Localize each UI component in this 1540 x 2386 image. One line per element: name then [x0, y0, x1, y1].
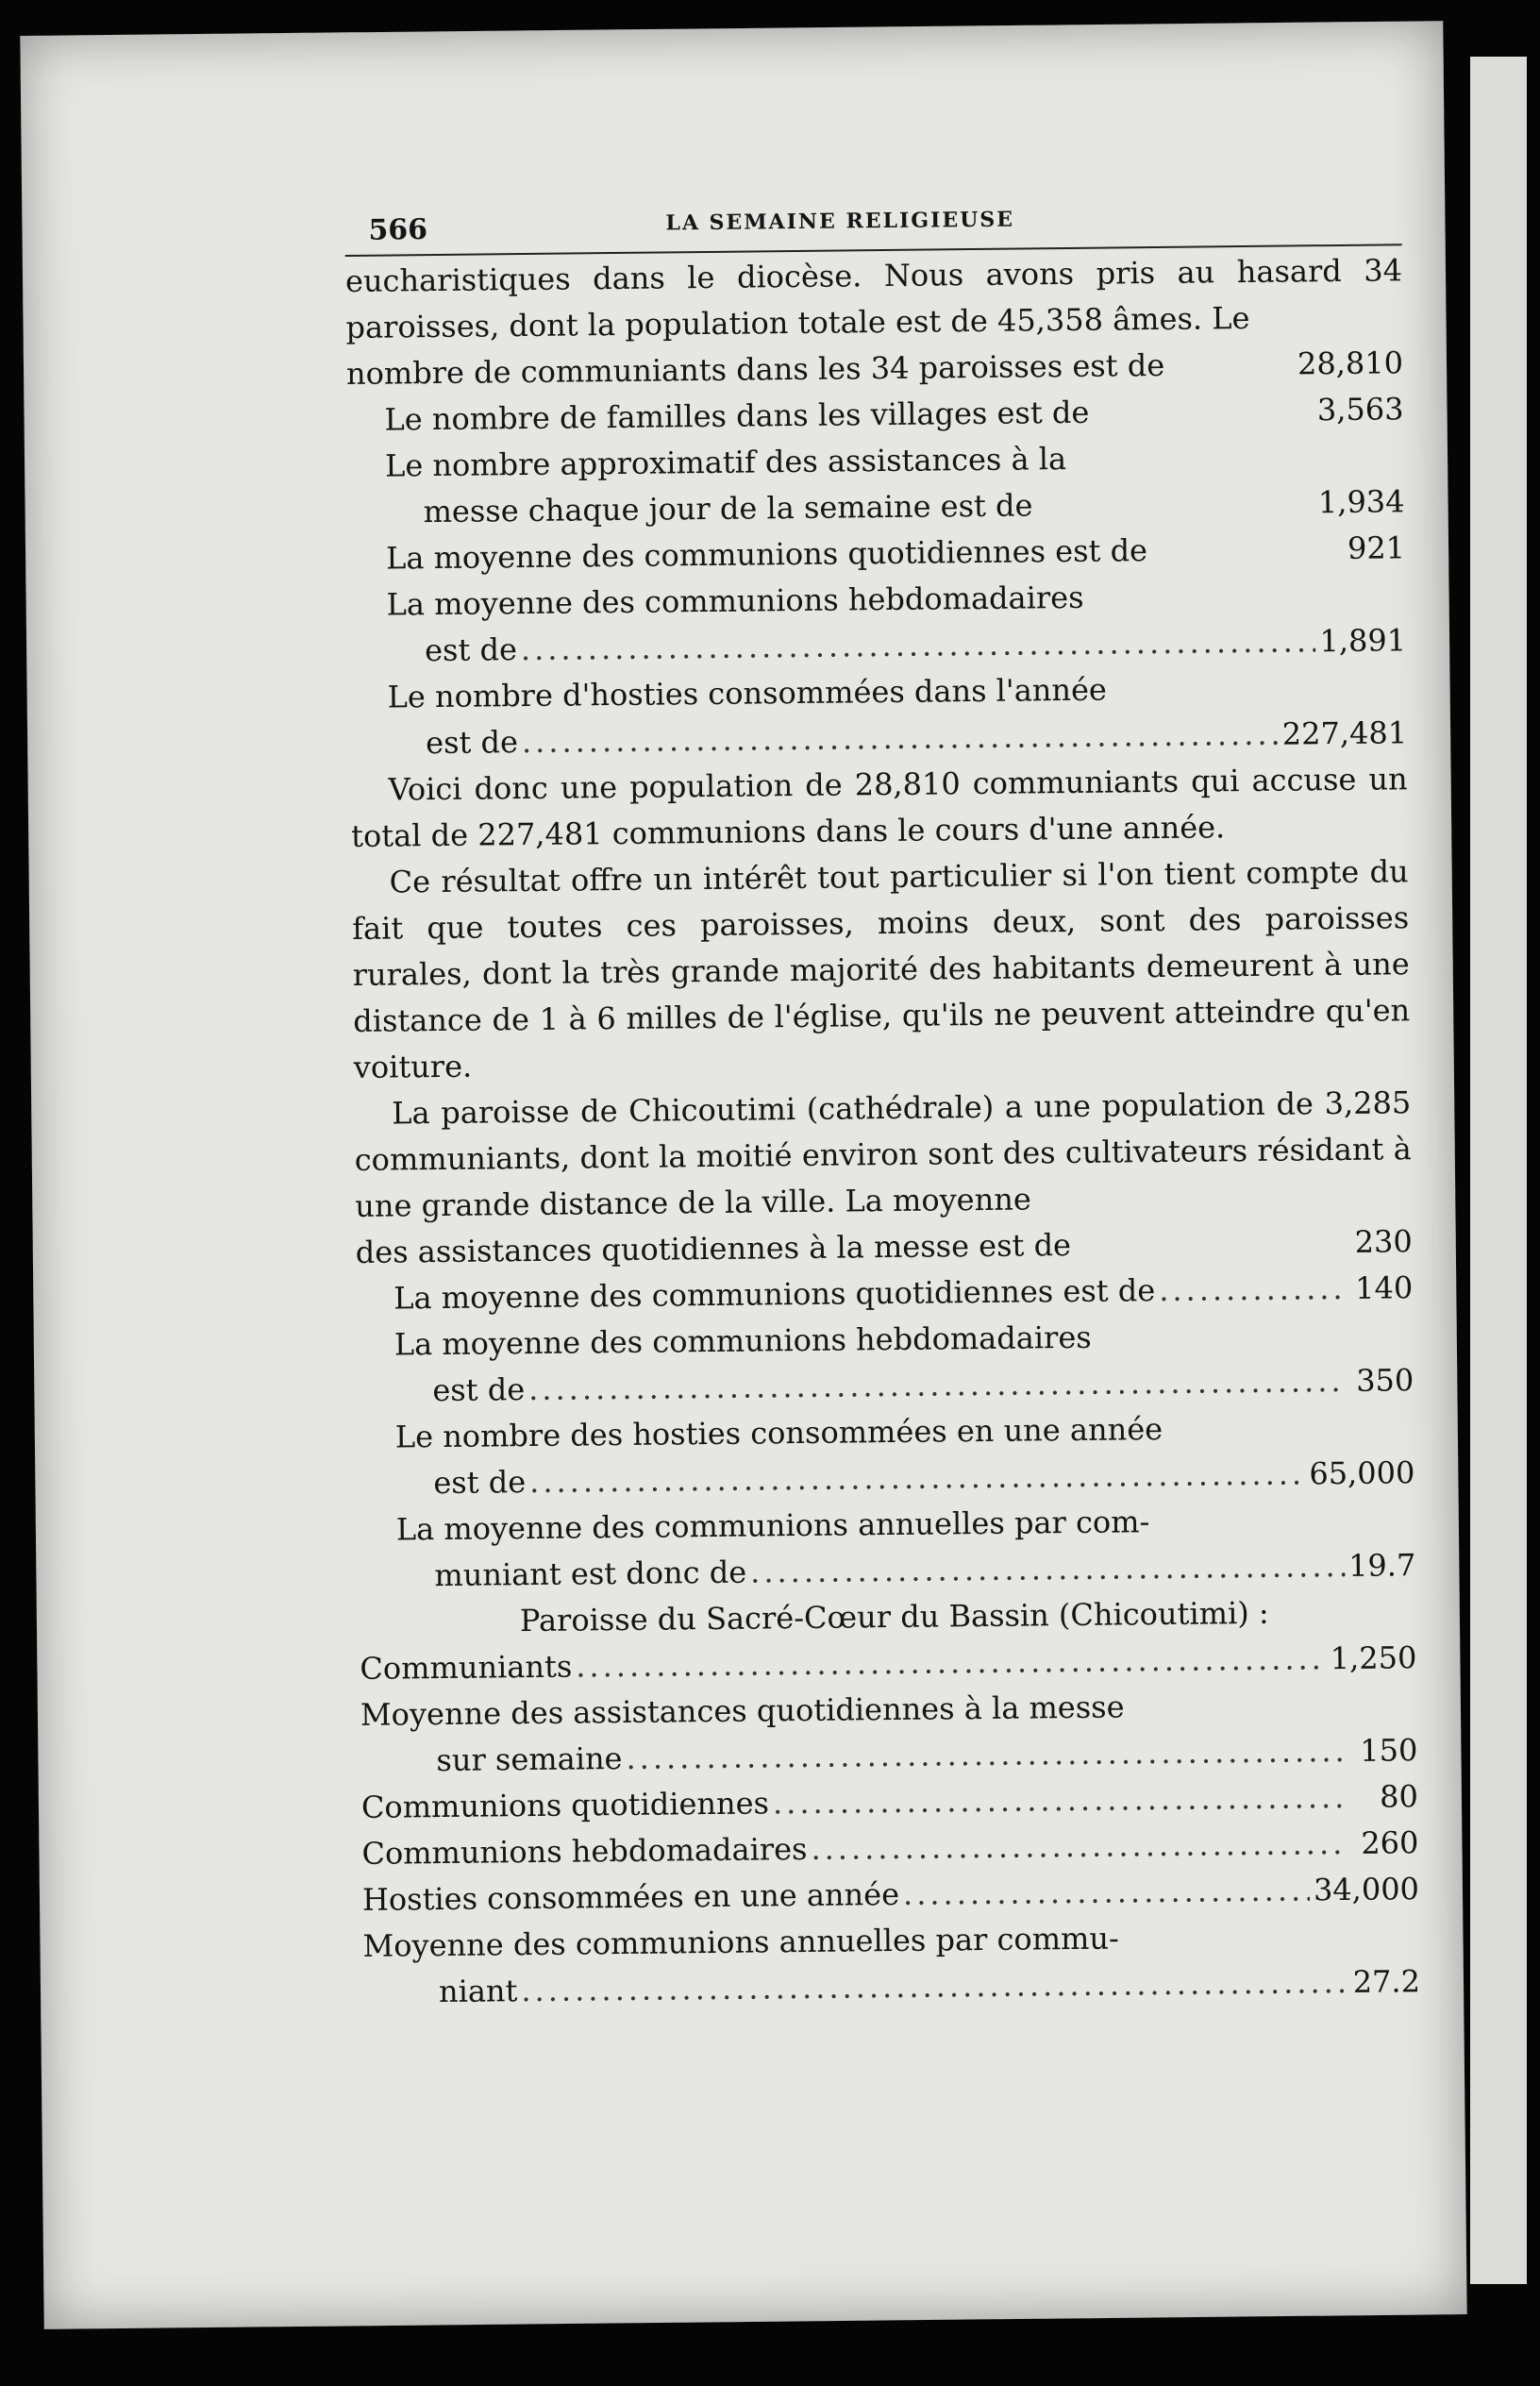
dot-leader	[1153, 1530, 1346, 1532]
dot-leader	[1151, 559, 1335, 561]
parish-subheading: Paroisse du Sacré-Cœur du Bassin (Chicoutimi) :	[519, 1594, 1269, 1639]
stat-value: 227,481	[1281, 714, 1408, 752]
stat-value: 1,934	[1317, 483, 1405, 521]
stat-label: Moyenne des communions annuelles par commu-	[362, 1920, 1120, 1964]
stat-label: est de	[425, 724, 519, 762]
dot-leader	[750, 1543, 1345, 1596]
dot-leader	[1166, 1437, 1345, 1439]
stat-label: La moyenne des communions quotidiennes est de	[393, 1272, 1156, 1317]
statistics-list-diocese	[346, 340, 1408, 767]
stat-label: Le nombre approximatif des assistances à la	[384, 441, 1067, 484]
dot-leader	[1096, 1345, 1344, 1348]
page-text	[344, 177, 1420, 2016]
stat-value: 230	[1354, 1223, 1413, 1260]
dot-leader	[903, 1867, 1310, 1918]
stat-value: 350	[1356, 1362, 1414, 1399]
stat-label: Le nombre des hosties consommées en une année	[394, 1410, 1163, 1455]
dot-leader	[1168, 374, 1294, 375]
stat-value: 34,000	[1313, 1871, 1420, 1908]
stat-label: La moyenne des communions hebdomadaires	[393, 1319, 1092, 1363]
stat-label: nombre de communiants dans les 34 paroisses est de	[345, 346, 1165, 392]
stat-label: La moyenne des communions quotidiennes est de	[385, 532, 1148, 577]
stat-label: Communions hebdomadaires	[361, 1830, 808, 1872]
paragraph-3: Ce résultat offre un intérêt tout particulier si l'on tient compte du fait que toutes ces paroisses, moins deux, sont des paroisses rurales, dont la très grande majorité des habitants demeurent à une distance de 1 à 6 milles de l'église, qu'ils ne peuvent atteindre qu'en voiture.	[352, 853, 1411, 1085]
running-title: LA SEMAINE RELIGIEUSE	[665, 207, 1015, 236]
stat-value: 260	[1361, 1824, 1419, 1861]
stat-value: 28,810	[1297, 344, 1404, 382]
stat-value: 1,891	[1319, 622, 1407, 660]
stat-label: est de	[424, 631, 518, 669]
dot-leader	[1129, 1715, 1348, 1717]
statistics-list-chicoutimi	[356, 1218, 1416, 1600]
dot-leader	[521, 618, 1316, 673]
stat-value	[1349, 1529, 1415, 1530]
dot-leader	[1159, 1266, 1344, 1314]
stat-value: 150	[1360, 1732, 1418, 1769]
paragraph-2: Voici donc une population de 28,810 communiants qui accuse un total de 227,481 communions dans le cours d'une année.	[350, 761, 1408, 854]
stat-value: 1,250	[1330, 1639, 1417, 1677]
dot-leader	[1123, 1946, 1350, 1949]
stat-label: des assistances quotidiennes à la messe est de	[355, 1226, 1072, 1270]
stat-value	[1354, 1945, 1420, 1946]
stat-label: messe chaque jour de la semaine est de	[423, 487, 1033, 530]
dot-leader	[1111, 697, 1337, 700]
dot-leader	[1075, 1252, 1343, 1255]
dot-leader	[1088, 605, 1336, 608]
adjacent-page-edge	[1470, 57, 1527, 2284]
paragraph-1: eucharistiques dans le diocèse. Nous avons pris au hasard 34 paroisses, dont la population totale est de 45,358 âmes. Le	[344, 252, 1403, 345]
stat-value: 3,563	[1316, 391, 1404, 428]
dot-leader	[576, 1636, 1327, 1689]
stat-label: Communiants	[360, 1648, 573, 1687]
dot-leader	[1070, 466, 1334, 469]
stat-label: est de	[433, 1464, 527, 1502]
stat-label: La moyenne des communions annuelles par com-	[395, 1504, 1150, 1548]
dot-leader	[811, 1821, 1348, 1873]
stat-label: Hosties consommées en une année	[361, 1875, 900, 1918]
stat-value: 19.7	[1348, 1547, 1416, 1584]
paragraph-4: La paroisse de Chicoutimi (cathédrale) a une population de 3,285 communiants, dont la moitié environ sont des cultivateurs résidant à une grande distance de la ville. La moyenne	[354, 1084, 1412, 1224]
dot-leader	[529, 1451, 1306, 1505]
stat-value	[1348, 1344, 1414, 1345]
dot-leader	[1037, 512, 1314, 515]
stat-value	[1338, 465, 1404, 466]
statistics-list-bassin	[360, 1635, 1420, 2016]
dot-leader	[626, 1728, 1348, 1782]
stat-label: sur semaine	[436, 1740, 623, 1779]
dot-leader	[522, 712, 1279, 765]
stat-label: est de	[432, 1371, 526, 1409]
dot-leader	[521, 1959, 1349, 2014]
stat-value: 921	[1347, 529, 1406, 566]
stat-value: 65,000	[1309, 1454, 1415, 1492]
stat-value: 80	[1379, 1778, 1419, 1815]
stat-label: Communions quotidiennes	[360, 1785, 770, 1825]
page-number: 566	[368, 213, 428, 247]
stat-value	[1351, 1714, 1417, 1715]
dot-leader	[528, 1358, 1345, 1413]
stat-label: niant	[438, 1973, 518, 2010]
stat-label: Le nombre de familles dans les villages est de	[384, 394, 1090, 438]
stat-value: 27.2	[1352, 1963, 1421, 2000]
stat-label: Le nombre d'hosties consommées dans l'année	[387, 671, 1108, 715]
running-header	[344, 177, 1402, 247]
stat-label: muniant est donc de	[434, 1554, 747, 1594]
stat-label: Moyenne des assistances quotidiennes à la messe	[360, 1689, 1125, 1733]
stat-label: La moyenne des communions hebdomadaires	[386, 579, 1084, 623]
stat-value: 140	[1354, 1269, 1414, 1306]
dot-leader	[1093, 420, 1314, 422]
stat-value	[1340, 604, 1406, 605]
dot-leader	[773, 1774, 1348, 1826]
